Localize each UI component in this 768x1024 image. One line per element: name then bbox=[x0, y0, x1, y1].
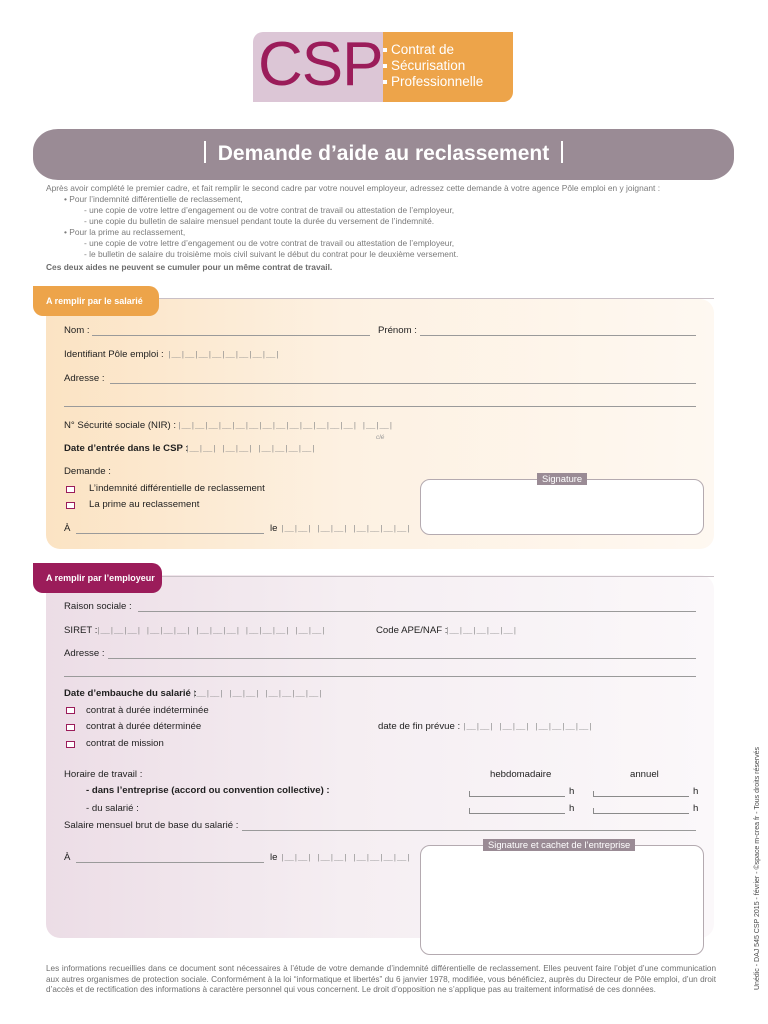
date-fin-label: date de fin prévue : bbox=[378, 721, 461, 732]
employer-date-label: le bbox=[270, 852, 278, 863]
nom-field[interactable] bbox=[92, 335, 370, 336]
date-embauche-field[interactable]: |__|__| |__|__| |__|__|__|__| bbox=[192, 690, 323, 699]
title-banner bbox=[33, 129, 734, 180]
page-title-text: Demande d’aide au reclassement bbox=[217, 142, 550, 165]
salaire-field[interactable] bbox=[242, 830, 696, 831]
prenom-field[interactable] bbox=[420, 335, 696, 336]
raison-sociale-field[interactable] bbox=[138, 611, 696, 612]
raison-sociale-label: Raison sociale : bbox=[64, 601, 132, 612]
employer-section-rule bbox=[162, 576, 714, 577]
employer-signature-label: Signature et cachet de l’entreprise bbox=[483, 839, 635, 851]
cdd-label: contrat à durée déterminée bbox=[86, 721, 202, 732]
logo-line-3: Professionnelle bbox=[391, 74, 484, 89]
checkbox-prime[interactable] bbox=[66, 502, 75, 509]
nss-key-label: clé bbox=[376, 434, 385, 441]
lieu-field[interactable] bbox=[76, 533, 264, 534]
title-bar-right bbox=[561, 141, 563, 163]
page-title bbox=[33, 141, 734, 167]
checkbox-mission[interactable] bbox=[66, 741, 75, 748]
employer-adresse-line-2[interactable] bbox=[64, 676, 696, 677]
instructions-bullet-1a: - une copie de votre lettre d’engagement ou de votre contrat de travail ou attestation de l’employeur, bbox=[84, 205, 455, 215]
logo-right-panel bbox=[383, 32, 513, 102]
identifiant-label: Identifiant Pôle emploi : bbox=[64, 349, 164, 360]
date-embauche-label: Date d’embauche du salarié : bbox=[64, 688, 197, 699]
option-indemnite-label: L’indemnité différentielle de reclassement bbox=[89, 483, 265, 494]
csp-logo bbox=[253, 32, 513, 102]
horaire-salarie-annuel-field[interactable] bbox=[593, 808, 689, 814]
annuel-header: annuel bbox=[630, 769, 659, 780]
employer-date-field[interactable]: |__|__| |__|__| |__|__|__|__| bbox=[280, 854, 411, 863]
logo-left-panel bbox=[253, 32, 383, 102]
adresse-field-line-1[interactable] bbox=[110, 383, 696, 384]
employee-signature-box[interactable] bbox=[420, 479, 704, 535]
horaire-entreprise-label: - dans l’entreprise (accord ou convention collective) : bbox=[86, 785, 330, 796]
cdi-label: contrat à durée indéterminée bbox=[86, 705, 209, 716]
adresse-field-line-2[interactable] bbox=[64, 406, 696, 407]
title-bar-left bbox=[204, 141, 206, 163]
date-fin-field[interactable]: |__|__| |__|__| |__|__|__|__| bbox=[462, 723, 593, 732]
instructions-bullet-2b: - le bulletin de salaire du troisième mois civil suivant le début du contrat pour le deuxième versement. bbox=[84, 249, 459, 259]
horaire-salarie-label: - du salarié : bbox=[86, 803, 139, 814]
hebdomadaire-header: hebdomadaire bbox=[490, 769, 552, 780]
demande-label: Demande : bbox=[64, 466, 111, 477]
horaire-label: Horaire de travail : bbox=[64, 769, 143, 780]
salaire-label: Salaire mensuel brut de base du salarié : bbox=[64, 820, 239, 831]
date-entree-label: Date d’entrée dans le CSP : bbox=[64, 443, 189, 454]
horaire-salarie-hebdo-field[interactable] bbox=[469, 808, 565, 814]
checkbox-cdd[interactable] bbox=[66, 724, 75, 731]
logo-line-1: Contrat de bbox=[391, 42, 455, 57]
horaire-entreprise-annuel-field[interactable] bbox=[593, 791, 689, 797]
instructions-bullet-2a: - une copie de votre lettre d’engagement ou de votre contrat de travail ou attestation de l’employeur, bbox=[84, 238, 455, 248]
employer-adresse-line-1[interactable] bbox=[108, 658, 696, 659]
legal-notice: Les informations recueillies dans ce document sont nécessaires à l’étude de votre demande d’indemnité différentielle de reclassement. Elles peuvent faire l’objet d’une communication aux autres organismes de protection sociale. Conformément à la loi “informatique et libertés” du 6 janvier 1978, modifiée, vous bénéficiez, auprès du Directeur de Pôle emploi, d’un droit d’accès et de rectification des informations à caractère personnel qui vous concernent. Le droit d’opposition ne s’applique pas au traitement informatisé de ces données. bbox=[46, 964, 716, 995]
nom-label: Nom : bbox=[64, 325, 90, 336]
identifiant-field[interactable]: |__|__|__|__|__|__|__|__| bbox=[167, 351, 280, 360]
siret-field[interactable]: |__|__|__| |__|__|__| |__|__|__| |__|__|__| |__|__| bbox=[96, 627, 326, 636]
date-signature-field[interactable]: |__|__| |__|__| |__|__|__|__| bbox=[280, 525, 411, 534]
unit-h: h bbox=[569, 786, 575, 797]
instructions-bullet-1b: - une copie du bulletin de salaire mensuel pendant toute la durée du versement de l’indemnité. bbox=[84, 216, 435, 226]
employee-section-rule bbox=[159, 298, 714, 299]
instructions-bullet-2: • Pour la prime au reclassement, bbox=[64, 227, 186, 237]
date-entree-field[interactable]: |__|__| |__|__| |__|__|__|__| bbox=[185, 445, 316, 454]
code-ape-label: Code APE/NAF : bbox=[376, 625, 448, 636]
checkbox-cdi[interactable] bbox=[66, 707, 75, 714]
employer-section-tab-label: A remplir par l’employeur bbox=[46, 573, 155, 583]
horaire-entreprise-hebdo-field[interactable] bbox=[469, 791, 565, 797]
employee-signature-label: Signature bbox=[537, 473, 587, 485]
employee-section-tab-label: A remplir par le salarié bbox=[46, 296, 143, 306]
instructions-bullet-1: • Pour l’indemnité différentielle de reclassement, bbox=[64, 194, 243, 204]
instructions-note: Ces deux aides ne peuvent se cumuler pour un même contrat de travail. bbox=[46, 262, 333, 272]
checkbox-indemnite[interactable] bbox=[66, 486, 75, 493]
employer-signature-box[interactable] bbox=[420, 845, 704, 955]
lieu-label: À bbox=[64, 523, 71, 534]
nss-label: N° Sécurité sociale (NIR) : bbox=[64, 420, 177, 431]
logo-acronym: CSP bbox=[258, 30, 383, 99]
instructions-lead: Après avoir complété le premier cadre, et fait remplir le second cadre par votre nouvel employeur, adressez cette demande à votre agence Pôle emploi en y joignant : bbox=[46, 183, 661, 193]
date-signature-label: le bbox=[270, 523, 278, 534]
side-reference: Unédic - DAJ 545 CSP 2015 - février - ©space m-crea fr - Tous droits réservés bbox=[754, 747, 761, 990]
unit-h: h bbox=[569, 803, 575, 814]
instructions bbox=[46, 183, 736, 273]
mission-label: contrat de mission bbox=[86, 738, 164, 749]
adresse-label: Adresse : bbox=[64, 373, 105, 384]
nss-field[interactable]: |__|__|__|__|__|__|__|__|__|__|__|__|__| |__|__| bbox=[177, 422, 394, 431]
prenom-label: Prénom : bbox=[378, 325, 417, 336]
employee-section-tab bbox=[33, 286, 159, 316]
option-prime-label: La prime au reclassement bbox=[89, 499, 200, 510]
siret-label: SIRET : bbox=[64, 625, 98, 636]
logo-line-2: Sécurisation bbox=[391, 58, 466, 73]
employer-lieu-label: À bbox=[64, 852, 71, 863]
unit-h: h bbox=[693, 786, 699, 797]
employer-lieu-field[interactable] bbox=[76, 862, 264, 863]
employer-adresse-label: Adresse : bbox=[64, 648, 105, 659]
unit-h: h bbox=[693, 803, 699, 814]
employer-section-tab bbox=[33, 563, 162, 593]
code-ape-field[interactable]: |__|__|__|__|__| bbox=[445, 627, 518, 636]
